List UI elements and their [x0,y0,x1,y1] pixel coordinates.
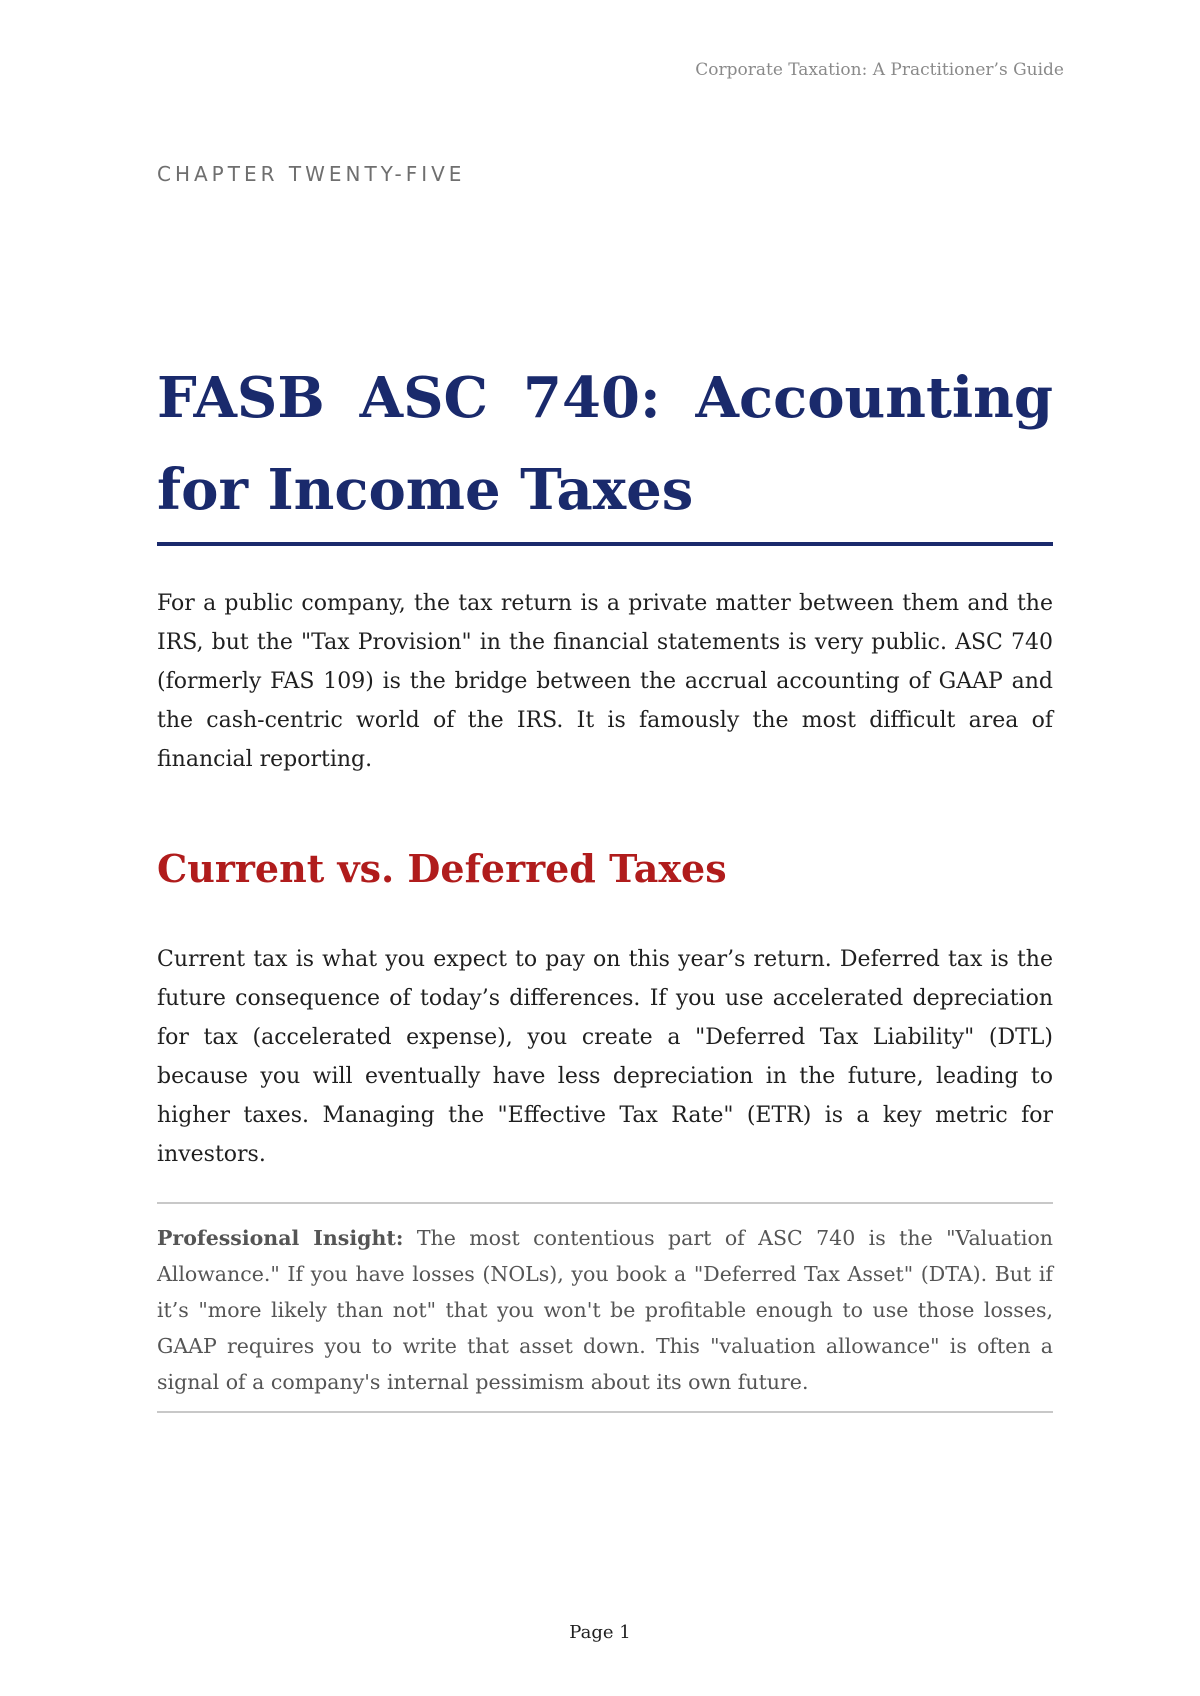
insight-top-divider [157,1202,1053,1204]
chapter-title: FASB ASC 740: Accounting for Income Taxes [157,365,1053,523]
page-number: Page 1 [569,1622,631,1643]
title-divider [157,542,1053,546]
insight-label: Professional Insight: [157,1226,404,1250]
professional-insight-callout [157,1220,1053,1400]
intro-paragraph: For a public company, the tax return is a private matter between them and the IRS, but the "Tax Provision" in the financial statements is very public. ASC 740 (formerly FAS 109) is the bridge between the accrual accounting of GAAP and the cash-centric world of the IRS. It is famously the most difficult area of financial reporting. [157,591,1053,772]
insight-bottom-divider [157,1411,1053,1413]
section-paragraph: Current tax is what you expect to pay on this year’s return. Deferred tax is the future consequence of today’s differences. If you use accelerated depreciation for tax (accelerated expense), you create a "Deferred Tax Liability" (DTL) because you will eventually have less depreciation in the future, leading to higher taxes. Managing the "Effective Tax Rate" (ETR) is a key metric for investors. [157,947,1053,1167]
chapter-label: CHAPTER TWENTY-FIVE [157,162,466,186]
insight-text: The most contentious part of ASC 740 is the "Valuation Allowance." If you have losses (NOLs), you book a "Deferred Tax Asset" (DTA). But if it’s "more likely than not" that you won't be profitable enough to use those losses, GAAP requires you to write that asset down. This "valuation allowance" is often a signal of a company's internal pessimism about its own future. [157,1226,1053,1394]
running-header: Corporate Taxation: A Practitioner’s Guide [695,60,1064,80]
section-heading: Current vs. Deferred Taxes [157,846,727,891]
